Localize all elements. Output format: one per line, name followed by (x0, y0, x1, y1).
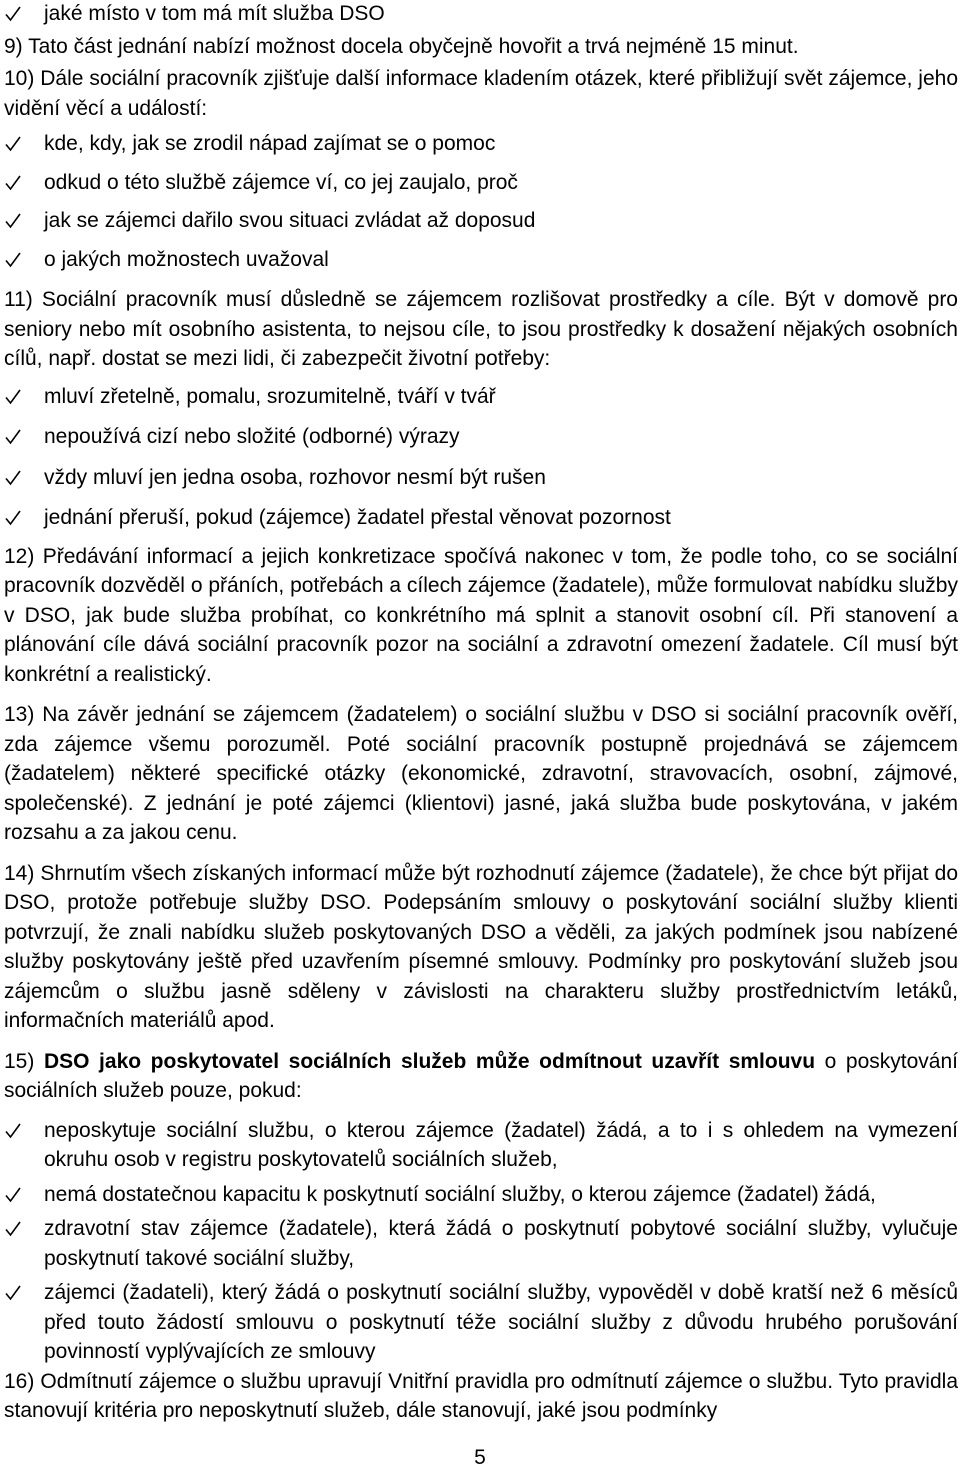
paragraph-9: 9) Tato část jednání nabízí možnost docela obyčejně hovořit a trvá nejméně 15 minut. (4, 34, 799, 58)
paragraph-16: 16) Odmítnutí zájemce o službu upravují Vnitřní pravidla pro odmítnutí zájemce o službu. Tyto pravidla stanovují kritéria pro neposkytnutí služeb, dále stanovují, jaké jsou podmínky (4, 1369, 958, 1422)
list-item (4, 129, 958, 159)
paragraph-11: 11) Sociální pracovník musí důsledně se zájemcem rozlišovat prostředky a cíle. Být v domově pro seniory nebo mít osobního asistenta, to nejsou cíle, to jsou prostředky k dosažení nějakých osobních cílů, např. dostat se mezi lidi, či zabezpečit životní potřeby: (4, 288, 958, 370)
paragraph-15-bold: DSO jako poskytovatel sociálních služeb může odmítnout uzavřít smlouvu (43, 1049, 816, 1073)
list-item (4, 1180, 958, 1210)
paragraph-13: 13) Na závěr jednání se zájemcem (žadatelem) o sociální službu v DSO si sociální pracovník ověří, zda zájemce všemu porozuměl. Poté sociální pracovník postupně projednává se zájemcem (žadatelem) některé specifické otázky (ekonomické, zdravotní, stravovacích, osobní, zájmové, společenské). Z jednání je poté zájemci (klientovi) jasné, jaká služba bude poskytována, v jakém rozsahu a za jakou cenu. (4, 703, 958, 844)
check-icon (4, 212, 22, 230)
check-icon (4, 251, 22, 269)
list-item-text: zdravotní stav zájemce (žadatele), která žádá o poskytnutí pobytové sociální služby, vylučuje poskytnutí takové sociální služby, (44, 1217, 958, 1270)
list-item (4, 422, 958, 452)
list-item-text: mluví zřetelně, pomalu, srozumitelně, tváří v tvář (44, 384, 496, 408)
list-item (4, 1116, 958, 1175)
paragraph-15-suffix: o poskytování sociálních služeb pouze, pokud: (4, 1049, 958, 1102)
list-item (4, 382, 958, 412)
list-11 (4, 382, 958, 533)
check-icon (4, 1284, 22, 1302)
list-item (4, 206, 958, 236)
paragraph-15-prefix: 15) (4, 1049, 44, 1073)
list-item-text: jednání přeruší, pokud (zájemce) žadatel přestal věnovat pozornost (44, 506, 671, 529)
list-item (4, 168, 958, 198)
list-15 (4, 1116, 958, 1367)
list-item-text: o jakých možnostech uvažoval (44, 247, 329, 271)
list-item-text: nemá dostatečnou kapacitu k poskytnutí sociální služby, o kterou zájemce (žadatel) žádá, (44, 1182, 876, 1206)
list-10 (4, 129, 958, 274)
check-icon (4, 1220, 22, 1238)
list-item-text: jak se zájemci dařilo svou situaci zvládat až doposud (44, 209, 536, 232)
check-icon (4, 469, 22, 487)
list-item (4, 503, 958, 533)
check-icon (4, 1122, 22, 1140)
list-item-text: vždy mluví jen jedna osoba, rozhovor nesmí být rušen (44, 465, 546, 489)
check-icon (4, 174, 22, 192)
list-item (4, 463, 958, 493)
list-item-text: odkud o této službě zájemce ví, co jej zaujalo, proč (44, 170, 518, 194)
check-icon (4, 428, 22, 446)
paragraph-12: 12) Předávání informací a jejich konkretizace spočívá nakonec v tom, že podle toho, co se sociální pracovník dozvěděl o přáních, potřebách a cílech zájemce (žadatele), může formulovat nabídku služby v DSO, jak bude služba probíhat, co konkrétního má splnit a stanovit osobní cíl. Při stanovení a plánování cíle dává sociální pracovník pozor na sociální a zdravotní omezení žadatele. Cíl musí být konkrétní a realistický. (4, 544, 958, 686)
list-item-text: neposkytuje sociální službu, o kterou zájemce (žadatel) žádá, a to i s ohledem na vymezení okruhu osob v registru poskytovatelů sociálních služeb, (44, 1118, 958, 1171)
list-item-text: jaké místo v tom má mít služba DSO (44, 2, 385, 25)
paragraph-10: 10) Dále sociální pracovník zjišťuje další informace kladením otázek, které přibližují svět zájemce, jeho vidění věcí a událostí: (4, 67, 958, 120)
list-item (4, 1214, 958, 1273)
list-item-text: kde, kdy, jak se zrodil nápad zajímat se o pomoc (44, 132, 496, 155)
check-icon (4, 388, 22, 406)
check-icon (4, 509, 22, 527)
list-item-text: nepoužívá cizí nebo složité (odborné) výrazy (44, 425, 460, 448)
list-item-text: zájemci (žadateli), který žádá o poskytnutí sociální služby, vypověděl v době kratší než 6 měsíců před touto žádostí smlouvu o poskytnutí téže sociální služby z důvodu hrubého porušování povinností vyplývajících ze smlouvy (44, 1281, 958, 1363)
check-icon (4, 135, 22, 153)
list-item (4, 0, 958, 29)
paragraph-14: 14) Shrnutím všech získaných informací může být rozhodnutí zájemce (žadatele), že chce být přijat do DSO, protože potřebuje služby DSO. Podepsáním smlouvy o poskytování sociální služby klienti potvrzují, že znali nabídku služeb poskytovaných DSO a věděli, za jakých podmínek jsou nabízené služby poskytovány ještě před uzavřením písemné smlouvy. Podmínky pro poskytování služeb jsou zájemcům o službu jasně sděleny v závislosti na charakteru služby prostřednictvím letáků, informačních materiálů apod. (4, 861, 958, 1032)
check-icon (4, 5, 22, 23)
check-icon (4, 1186, 22, 1204)
paragraph-15 (4, 1047, 958, 1106)
page-number: 5 (474, 1446, 486, 1469)
list-item (4, 245, 958, 275)
list-item (4, 1278, 958, 1367)
document-page (4, 0, 958, 1426)
